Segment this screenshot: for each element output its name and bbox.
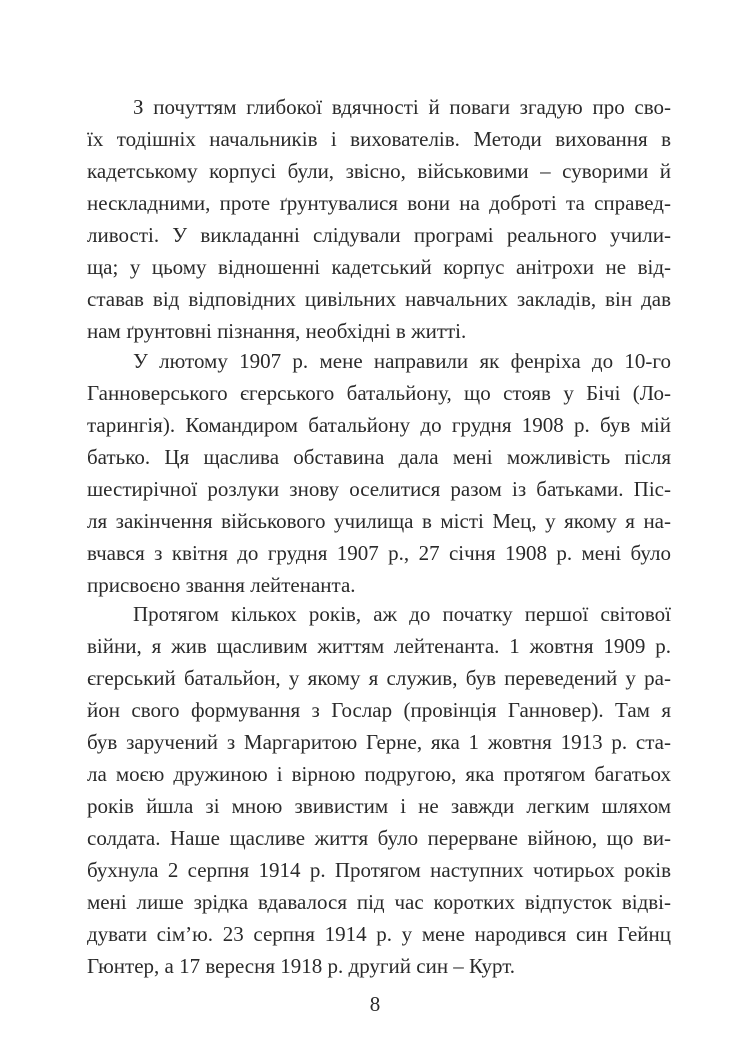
paragraph-line: батько. Ця щаслива обставина дала мені можливість після [87,445,671,469]
paragraph-line: ливості. У викладанні слідували програмі реального учили- [87,223,671,247]
paragraph-line: нам ґрунтовні пізнання, необхідні в житті. [87,319,467,343]
paragraph-line: йон свого формування з Гослар (провінція Ганновер). Там я [87,698,671,722]
paragraph-line: шестирічної розлуки знову оселитися разом із батьками. Піс- [87,477,671,501]
paragraph-line: років йшла зі мною звивистим і не завжди легким шляхом [87,794,671,818]
paragraph-line: тарингія). Командиром батальйону до грудня 1908 р. був мій [87,413,671,437]
paragraph-line: ла моєю дружиною і вірною подругою, яка протягом багатьох [87,762,671,786]
page-number: 8 [369,992,381,1016]
paragraph-line: Протягом кількох років, аж до початку першої світової [133,602,671,626]
paragraph-line: солдата. Наше щасливе життя було перерване війною, що ви- [87,826,671,850]
paragraph-1 [87,91,671,347]
paragraph-line: З почуттям глибокої вдячності й поваги згадую про сво- [133,95,671,119]
paragraph-line: був заручений з Маргаритою Герне, яка 1 жовтня 1913 р. ста- [87,730,671,754]
paragraph-3 [87,598,671,982]
paragraph-line: бухнула 2 серпня 1914 р. Протягом наступних чотирьох років [87,858,671,882]
paragraph-line: війни, я жив щасливим життям лейтенанта. 1 жовтня 1909 р. [87,634,671,658]
paragraph-line: У лютому 1907 р. мене направили як фенріха до 10-го [133,349,671,373]
paragraph-2 [87,345,671,601]
paragraph-line: ля закінчення військового училища в місті Мец, у якому я на- [87,509,671,533]
paragraph-line: Ганноверського єгерського батальйону, що стояв у Бічі (Ло- [87,381,671,405]
paragraph-line: мені лише зрідка вдавалося під час коротких відпусток відві- [87,890,671,914]
paragraph-line: присвоєно звання лейтенанта. [87,573,356,597]
paragraph-line: вчався з квітня до грудня 1907 р., 27 січня 1908 р. мені було [87,541,671,565]
paragraph-line: кадетському корпусі були, звісно, військовими – суворими й [87,159,671,183]
paragraph-line: їх тодішніх начальників і вихователів. Методи виховання в [87,127,671,151]
paragraph-line: ставав від відповідних цивільних навчальних закладів, він дав [87,287,671,311]
paragraph-line: ща; у цьому відношенні кадетський корпус анітрохи не від- [87,255,671,279]
paragraph-line: нескладними, проте ґрунтувалися вони на доброті та справед- [87,191,671,215]
paragraph-line: Гюнтер, а 17 вересня 1918 р. другий син – Курт. [87,954,516,978]
paragraph-line: дувати сім’ю. 23 серпня 1914 р. у мене народився син Гейнц [87,922,671,946]
paragraph-line: єгерський батальйон, у якому я служив, був переведений у ра- [87,666,671,690]
